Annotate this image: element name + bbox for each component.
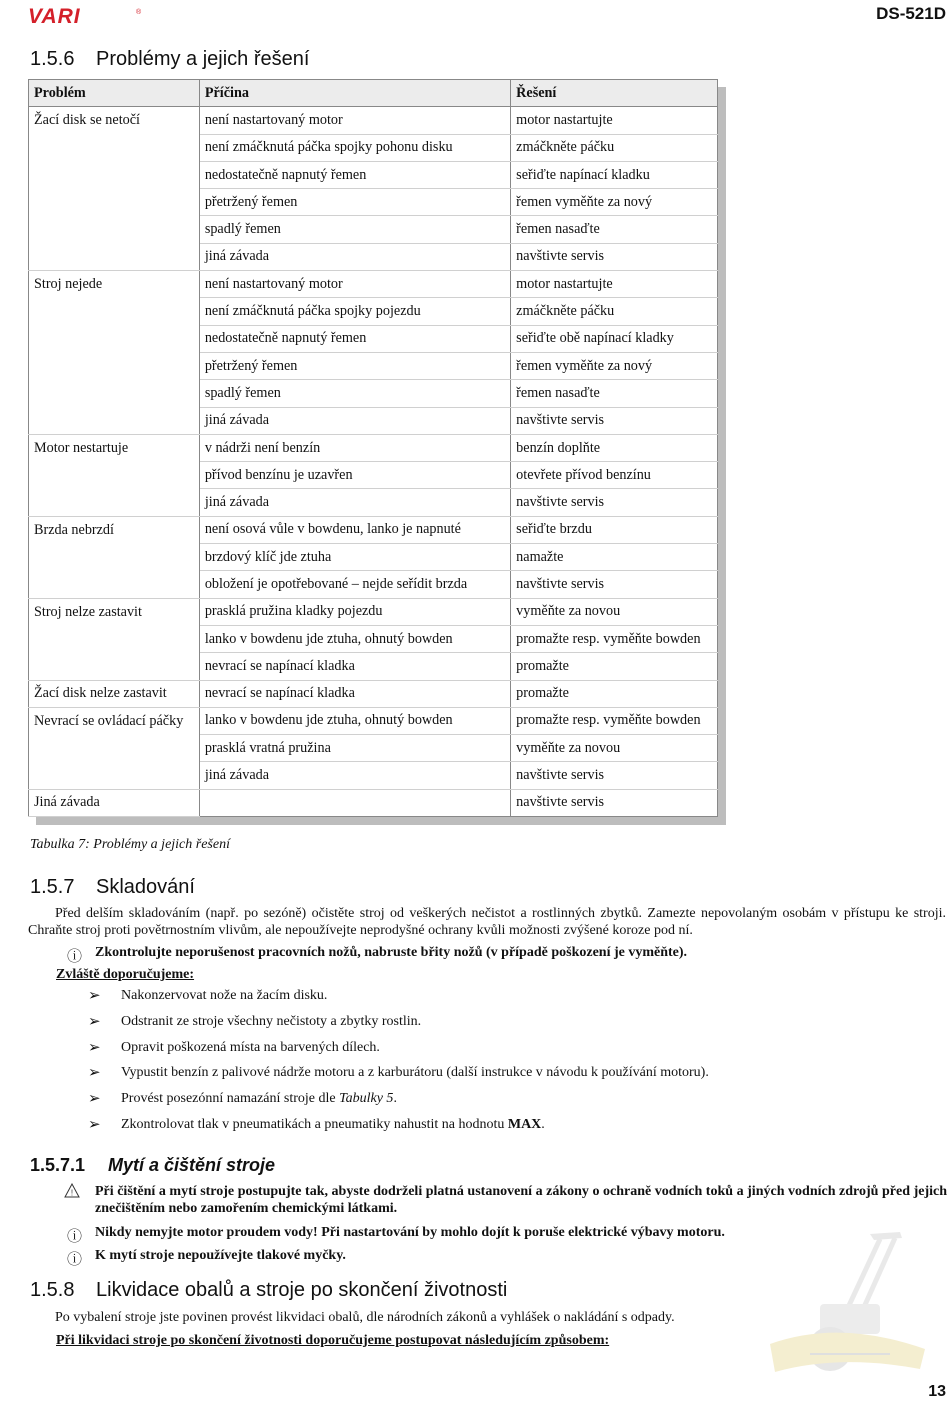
cell-cause: není zmáčknutá páčka spojky pohonu disku [199, 134, 510, 161]
cell-solution: vyměňte za novou [511, 735, 718, 762]
list-item: ➢ Zkontrolovat tlak v pneumatikách a pneumatiky nahustit na hodnotu MAX. [88, 1116, 545, 1133]
section-1-5-6-heading: 1.5.6 Problémy a jejich řešení [30, 48, 310, 70]
table-row [29, 489, 718, 516]
cell-problem [29, 544, 200, 571]
storage-bullets [88, 988, 709, 1143]
table-row [29, 380, 718, 407]
cell-problem [29, 653, 200, 680]
table-row [29, 707, 718, 734]
table-row [29, 161, 718, 188]
table-row [29, 735, 718, 762]
table-row [29, 653, 718, 680]
svg-text:!: ! [70, 1188, 74, 1198]
table-row [29, 352, 718, 379]
table-row [29, 625, 718, 652]
cell-cause: spadlý řemen [199, 216, 510, 243]
cell-cause: brzdový klíč jde ztuha [199, 544, 510, 571]
problems-table [28, 79, 718, 817]
cell-cause: jiná závada [199, 407, 510, 434]
svg-text:®: ® [136, 9, 142, 16]
cell-problem [29, 762, 200, 789]
table-row [29, 571, 718, 598]
cell-solution: řemen nasaďte [511, 216, 718, 243]
cell-solution: promažte resp. vyměňte bowden [511, 707, 718, 734]
cell-solution: namažte [511, 544, 718, 571]
cell-solution: seřiďte brzdu [511, 516, 718, 543]
cell-problem: Stroj nejede [29, 271, 200, 298]
cell-problem [29, 489, 200, 516]
table-row [29, 271, 718, 298]
cell-solution: seřiďte obě napínací kladky [511, 325, 718, 352]
cell-solution: otevřete přívod benzínu [511, 462, 718, 489]
table-row [29, 598, 718, 625]
table-row [29, 762, 718, 789]
section-1-5-8-heading: 1.5.8 Likvidace obalů a stroje po skončení životnosti [30, 1279, 508, 1301]
warning-icon [64, 1183, 80, 1203]
info-icon: ⓘ [67, 949, 83, 965]
cell-problem [29, 216, 200, 243]
header-cause: Příčina [199, 80, 510, 107]
cell-problem [29, 625, 200, 652]
cell-solution: promažte [511, 653, 718, 680]
arrow-bullet-icon: ➢ [88, 1116, 101, 1133]
table-row [29, 216, 718, 243]
cell-cause: prasklá pružina kladky pojezdu [199, 598, 510, 625]
table-row [29, 544, 718, 571]
cell-problem: Nevrací se ovládací páčky [29, 707, 200, 734]
washing-note-1: ⓘ Nikdy nemyjte motor proudem vody! Při nastartování by mohlo dojít k poruše elektrické výbavy motoru. [67, 1225, 725, 1245]
cell-cause [199, 789, 510, 816]
cell-problem: Žací disk nelze zastavit [29, 680, 200, 707]
arrow-bullet-icon: ➢ [88, 1013, 101, 1030]
table-row [29, 516, 718, 543]
vari-logo-text: VARI [28, 6, 81, 26]
cell-solution: řemen vyměňte za nový [511, 352, 718, 379]
cell-cause: není nastartovaný motor [199, 107, 510, 134]
disposal-recommend: Při likvidaci stroje po skončení životnosti doporučujeme postupovat následujícím způsobem: [56, 1333, 610, 1348]
table-row [29, 325, 718, 352]
cell-solution: zmáčkněte páčku [511, 134, 718, 161]
cell-solution: navštivte servis [511, 243, 718, 270]
storage-intro: Před delším skladováním (např. po sezóně) očistěte stroj od veškerých nečistot a rostlinných zbytků. Zamezte nepovolaným osobám v přístupu ke stroji. Chraňte stroj proti povětrnostním vlivům, ale nepoužívejte neprodyšné ochrany kvůli možnosti zvýšené koroze pod ní. [28, 906, 946, 938]
cell-cause: nevrací se napínací kladka [199, 653, 510, 680]
list-item: ➢ Provést posezónní namazání stroje dle Tabulky 5. [88, 1091, 397, 1108]
cell-problem [29, 462, 200, 489]
table-row [29, 680, 718, 707]
washing-note-2: ⓘ K mytí stroje nepoužívejte tlakové myčky. [67, 1248, 346, 1268]
cell-problem [29, 134, 200, 161]
model-label: DS-521D [876, 4, 946, 23]
header-problem: Problém [29, 80, 200, 107]
header-solution: Řešení [511, 80, 718, 107]
cell-cause: není nastartovaný motor [199, 271, 510, 298]
cell-cause: jiná závada [199, 762, 510, 789]
cell-cause: přívod benzínu je uzavřen [199, 462, 510, 489]
disposal-text: Po vybalení stroje jste povinen provést likvidaci obalů, dle národních zákonů a vyhlášek o nakládání s odpady. [55, 1310, 675, 1325]
cell-problem [29, 189, 200, 216]
cell-cause: obložení je opotřebované – nejde seřídit brzda [199, 571, 510, 598]
table-row [29, 462, 718, 489]
cell-cause: není osová vůle v bowdenu, lanko je napnuté [199, 516, 510, 543]
cell-problem [29, 352, 200, 379]
cell-cause: není zmáčknutá páčka spojky pojezdu [199, 298, 510, 325]
problems-table-wrap [28, 79, 718, 817]
table-row [29, 243, 718, 270]
cell-problem [29, 735, 200, 762]
machine-watermark-illustration [750, 1224, 940, 1389]
cell-cause: jiná závada [199, 243, 510, 270]
section-1-5-7-heading: 1.5.7 Skladování [30, 876, 195, 898]
cell-solution: vyměňte za novou [511, 598, 718, 625]
info-icon: ⓘ [67, 1229, 83, 1245]
cell-problem [29, 298, 200, 325]
table-row [29, 107, 718, 134]
cell-cause: prasklá vratná pružina [199, 735, 510, 762]
cell-problem [29, 571, 200, 598]
cell-problem: Brzda nebrzdí [29, 516, 200, 543]
cell-problem [29, 407, 200, 434]
table-row [29, 134, 718, 161]
cell-problem: Stroj nelze zastavit [29, 598, 200, 625]
cell-solution: motor nastartujte [511, 107, 718, 134]
cell-solution: benzín doplňte [511, 434, 718, 461]
cell-solution: navštivte servis [511, 571, 718, 598]
cell-solution: zmáčkněte páčku [511, 298, 718, 325]
vari-logo-graphic [28, 6, 146, 26]
table-row [29, 189, 718, 216]
info-icon: ⓘ [67, 1252, 83, 1268]
arrow-bullet-icon: ➢ [88, 988, 101, 1004]
arrow-bullet-icon: ➢ [88, 1039, 101, 1056]
vari-logo [28, 6, 146, 26]
cell-solution: navštivte servis [511, 489, 718, 516]
list-item: ➢ Nakonzervovat nože na žacím disku. [88, 988, 328, 1004]
cell-problem [29, 161, 200, 188]
page-number: 13 [928, 1383, 946, 1400]
cell-cause: v nádrži není benzín [199, 434, 510, 461]
section-1-5-7-1-heading: 1.5.7.1 Mytí a čištění stroje [30, 1155, 276, 1175]
cell-problem [29, 380, 200, 407]
cell-problem [29, 243, 200, 270]
table-row [29, 434, 718, 461]
cell-solution: navštivte servis [511, 407, 718, 434]
table-row [29, 789, 718, 816]
cell-problem: Žací disk se netočí [29, 107, 200, 134]
cell-cause: přetržený řemen [199, 189, 510, 216]
list-item: ➢ Vypustit benzín z palivové nádrže motoru a z karburátoru (další instrukce v návodu k používání motoru). [88, 1065, 709, 1082]
cell-cause: nedostatečně napnutý řemen [199, 161, 510, 188]
cell-cause: spadlý řemen [199, 380, 510, 407]
cell-cause: lanko v bowdenu jde ztuha, ohnutý bowden [199, 625, 510, 652]
cell-problem: Jiná závada [29, 789, 200, 816]
cell-solution: seřiďte napínací kladku [511, 161, 718, 188]
cell-solution: navštivte servis [511, 789, 718, 816]
cell-solution: navštivte servis [511, 762, 718, 789]
cell-cause: nedostatečně napnutý řemen [199, 325, 510, 352]
cell-cause: přetržený řemen [199, 352, 510, 379]
storage-note: ⓘ Zkontrolujte neporušenost pracovních nožů, nabruste břity nožů (v případě poškození je vyměňte). [67, 945, 688, 965]
cell-problem: Motor nestartuje [29, 434, 200, 461]
cell-solution: promažte [511, 680, 718, 707]
table-header-row [29, 80, 718, 107]
cell-solution: řemen vyměňte za nový [511, 189, 718, 216]
cell-problem [29, 325, 200, 352]
arrow-bullet-icon: ➢ [88, 1091, 101, 1108]
cell-solution: řemen nasaďte [511, 380, 718, 407]
table-row [29, 298, 718, 325]
cell-cause: jiná závada [199, 489, 510, 516]
recommend-label: Zvláště doporučujeme: [56, 967, 195, 982]
table-caption: Tabulka 7: Problémy a jejich řešení [30, 837, 230, 852]
list-item: ➢ Odstranit ze stroje všechny nečistoty a zbytky rostlin. [88, 1013, 422, 1030]
cell-cause: nevrací se napínací kladka [199, 680, 510, 707]
table-row [29, 407, 718, 434]
cell-cause: lanko v bowdenu jde ztuha, ohnutý bowden [199, 707, 510, 734]
washing-warning: Při čištění a mytí stroje postupujte tak, abyste dodrželi platná ustanovení a zákony o ochraně vodních toků a jiných vodních zdrojů před jejich znečištěním nebo zamořením chemickými látkami. [95, 1184, 947, 1216]
list-item: ➢ Opravit poškozená místa na barvených dílech. [88, 1039, 380, 1056]
cell-solution: promažte resp. vyměňte bowden [511, 625, 718, 652]
arrow-bullet-icon: ➢ [88, 1065, 101, 1082]
cell-solution: motor nastartujte [511, 271, 718, 298]
